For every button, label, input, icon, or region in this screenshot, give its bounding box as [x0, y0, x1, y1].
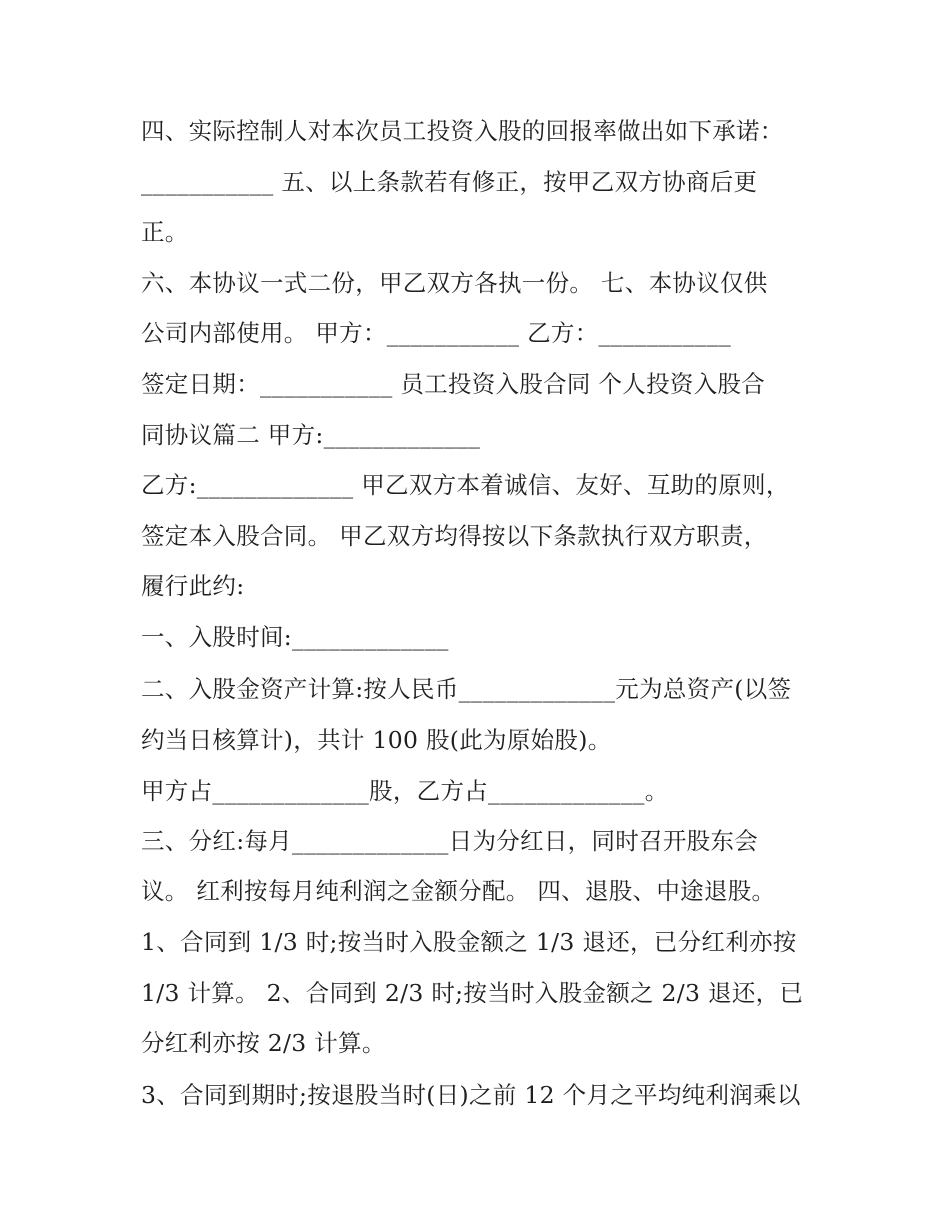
text-line: 公司内部使用。 甲方：___________ 乙方：___________	[141, 319, 732, 347]
text-line: 议。 红利按每月纯利润之金额分配。 四、退股、中途退股。	[141, 877, 776, 905]
text-line: 签定本入股合同。 甲乙双方均得按以下条款执行双方职责，	[141, 522, 768, 550]
text-line: ___________ 五、以上条款若有修正，按甲乙双方协商后更	[141, 168, 758, 196]
text-line: 三、分红:每月_____________日为分红日，同时召开股东会	[141, 827, 759, 855]
text-line: 履行此约:	[141, 572, 245, 600]
text-line: 甲方占_____________股，乙方占_____________。	[141, 777, 669, 805]
text-line: 六、本协议一式二份，甲乙双方各执一份。 七、本协议仅供	[141, 269, 768, 297]
text-line: 乙方:_____________ 甲乙双方本着诚信、友好、互助的原则，	[141, 471, 790, 499]
text-line: 签定日期：___________ 员工投资入股合同 个人投资入股合	[141, 370, 766, 398]
text-line: 1/3 计算。 2、合同到 2/3 时;按当时入股金额之 2/3 退还，已	[141, 979, 804, 1007]
text-line: 1、合同到 1/3 时;按当时入股金额之 1/3 退还，已分红利亦按	[141, 928, 797, 956]
text-line: 同协议篇二 甲方:_____________	[141, 421, 481, 449]
text-line: 分红利亦按 2/3 计算。	[141, 1029, 386, 1057]
text-line: 约当日核算计)，共计 100 股(此为原始股)。	[141, 726, 612, 754]
text-line: 3、合同到期时;按退股当时(日)之前 12 个月之平均纯利润乘以	[141, 1081, 801, 1109]
text-line: 四、实际控制人对本次员工投资入股的回报率做出如下承诺：	[141, 117, 784, 145]
text-line: 一、入股时间:_____________	[141, 623, 449, 651]
text-line: 二、入股金资产计算:按人民币_____________元为总资产(以签	[141, 675, 792, 703]
text-line: 正。	[141, 218, 189, 246]
